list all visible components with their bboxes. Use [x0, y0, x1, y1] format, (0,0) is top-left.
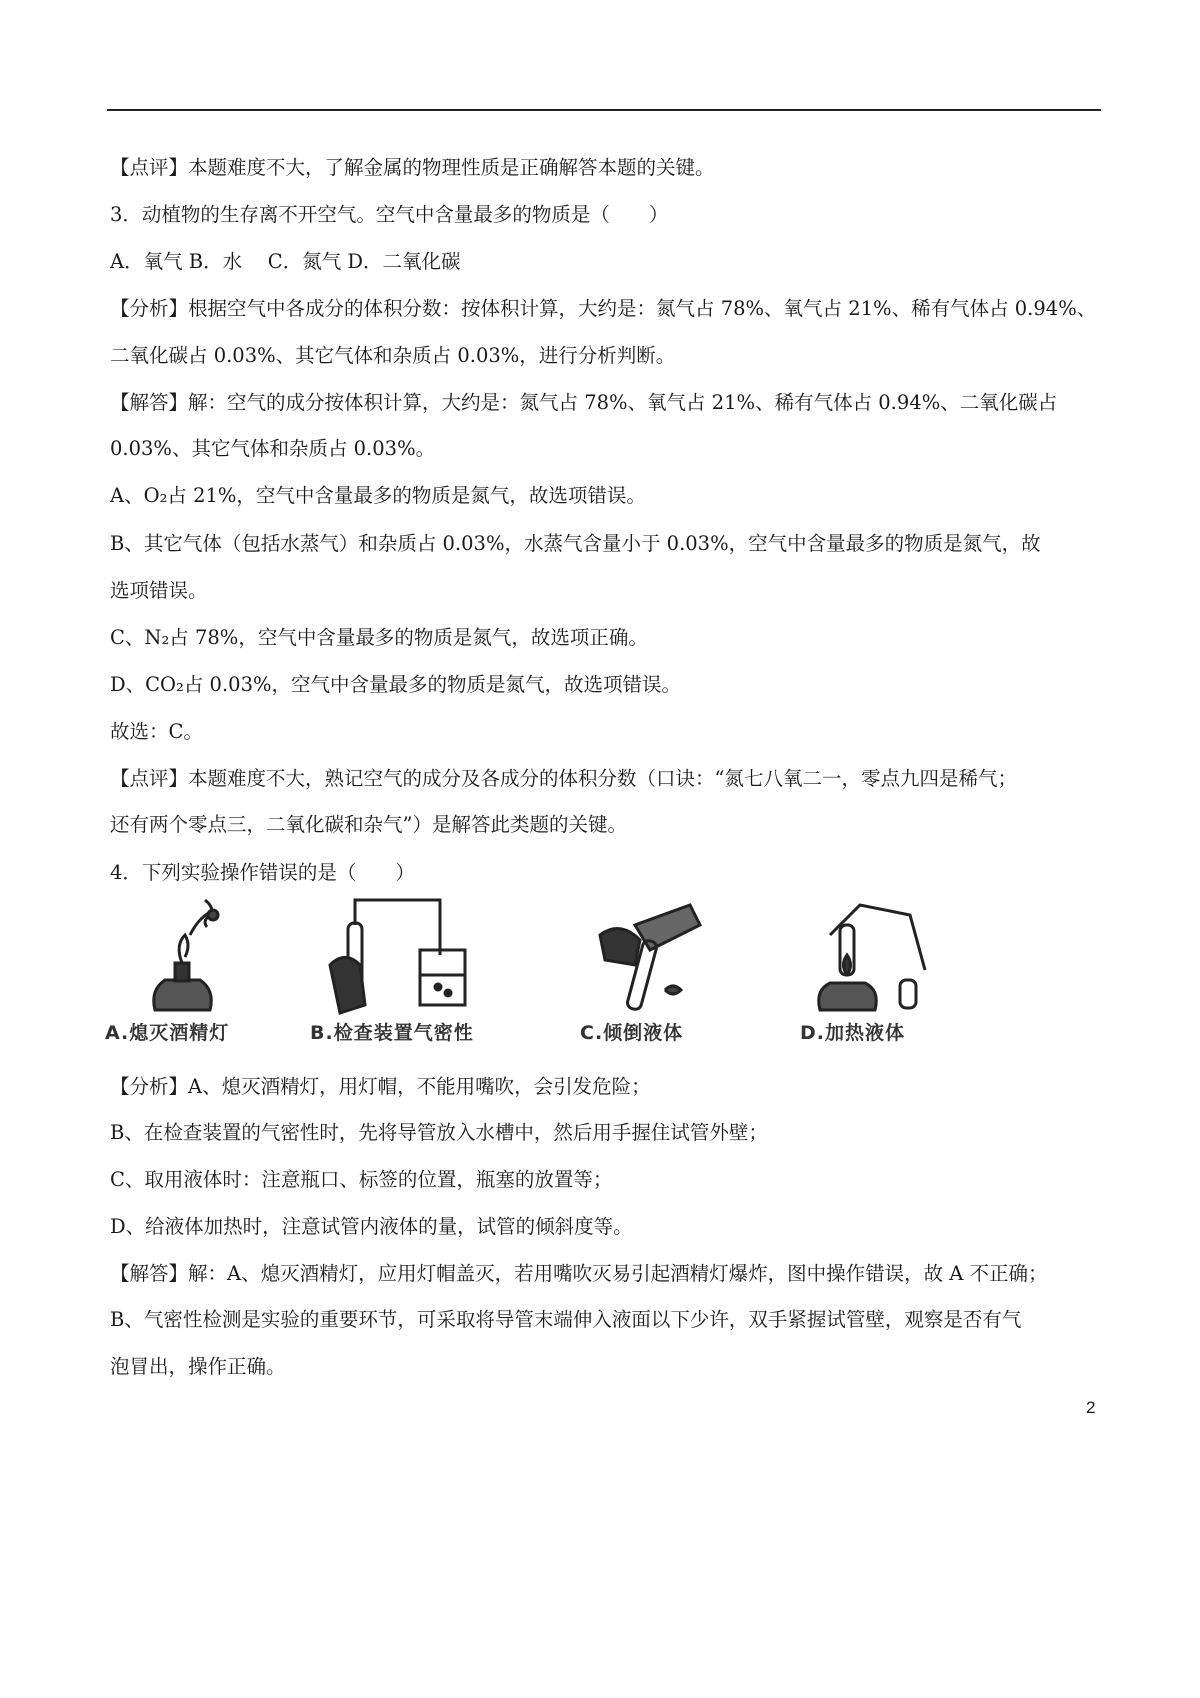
airtightness-check-icon	[320, 895, 490, 1020]
option-b-explanation-1: B、其它气体（包括水蒸气）和杂质占 0.03%，水蒸气含量小于 0.03%，空气中含量最多的物质是氮气，故	[110, 532, 1041, 555]
page-number: 2	[1086, 1398, 1096, 1417]
answer-line-1: 【解答】解：空气的成分按体积计算，大约是：氮气占 78%、氧气占 21%、稀有气体占 0.94%、二氧化碳占	[110, 391, 1058, 414]
analysis-line-2: 二氧化碳占 0.03%、其它气体和杂质占 0.03%，进行分析判断。	[110, 344, 676, 367]
analysis-line-1: 【分析】根据空气中各成分的体积分数：按体积计算，大约是：氮气占 78%、氧气占 21%、稀有气体占 0.94%、	[110, 297, 1097, 320]
figure-d-caption: D.加热液体	[800, 1022, 905, 1044]
analysis-4-line-4: D、给液体加热时，注意试管内液体的量，试管的倾斜度等。	[110, 1215, 633, 1238]
comment-line-2: 还有两个零点三，二氧化碳和杂气”）是解答此类题的关键。	[110, 813, 627, 836]
answer-4-line-3: 泡冒出，操作正确。	[110, 1355, 286, 1378]
header-rule	[107, 109, 1101, 111]
answer-4-line-1: 【解答】解：A、熄灭酒精灯，应用灯帽盖灭，若用嘴吹灭易引起酒精灯爆炸，图中操作错误，故 A 不正确；	[110, 1262, 1048, 1285]
figure-b-caption: B.检查装置气密性	[310, 1022, 474, 1044]
question-4-stem: 4．下列实验操作错误的是（ ）	[110, 861, 415, 884]
analysis-4-line-3: C、取用液体时：注意瓶口、标签的位置，瓶塞的放置等；	[110, 1168, 613, 1191]
figure-a-caption: A.熄灭酒精灯	[105, 1022, 230, 1044]
experiment-figures	[105, 895, 945, 1060]
figure-c	[580, 895, 740, 1055]
extinguish-alcohol-lamp-icon	[105, 895, 265, 1020]
answer-line-2: 0.03%、其它气体和杂质占 0.03%。	[110, 437, 436, 460]
figure-d	[800, 895, 960, 1055]
option-d-explanation: D、CO₂占 0.03%，空气中含量最多的物质是氮气，故选项错误。	[110, 673, 682, 696]
heat-liquid-icon	[800, 895, 960, 1020]
comment-line-1: 【点评】本题难度不大，熟记空气的成分及各成分的体积分数（口诀：“氮七八氧二一，零点九四是稀气；	[110, 767, 1017, 790]
question-3-stem: 3．动植物的生存离不开空气。空气中含量最多的物质是（ ）	[110, 203, 669, 226]
figure-a	[105, 895, 265, 1055]
option-a-explanation: A、O₂占 21%，空气中含量最多的物质是氮气，故选项错误。	[110, 484, 646, 507]
option-b-explanation-2: 选项错误。	[110, 579, 208, 602]
answer-4-line-2: B、气密性检测是实验的重要环节，可采取将导管末端伸入液面以下少许，双手紧握试管壁，观察是否有气	[110, 1308, 1022, 1331]
comment-line: 【点评】本题难度不大，了解金属的物理性质是正确解答本题的关键。	[110, 156, 715, 179]
figure-b	[310, 895, 480, 1055]
analysis-4-line-2: B、在检查装置的气密性时，先将导管放入水槽中，然后用手握住试管外壁；	[110, 1121, 768, 1144]
final-choice: 故选：C。	[110, 720, 203, 743]
question-3-options: A．氧气 B．水 C．氮气 D．二氧化碳	[110, 250, 461, 273]
figure-c-caption: C.倾倒液体	[580, 1022, 684, 1044]
option-c-explanation: C、N₂占 78%，空气中含量最多的物质是氮气，故选项正确。	[110, 626, 648, 649]
pour-liquid-icon	[580, 895, 740, 1020]
analysis-4-line-1: 【分析】A、熄灭酒精灯，用灯帽，不能用嘴吹，会引发危险；	[110, 1075, 651, 1098]
